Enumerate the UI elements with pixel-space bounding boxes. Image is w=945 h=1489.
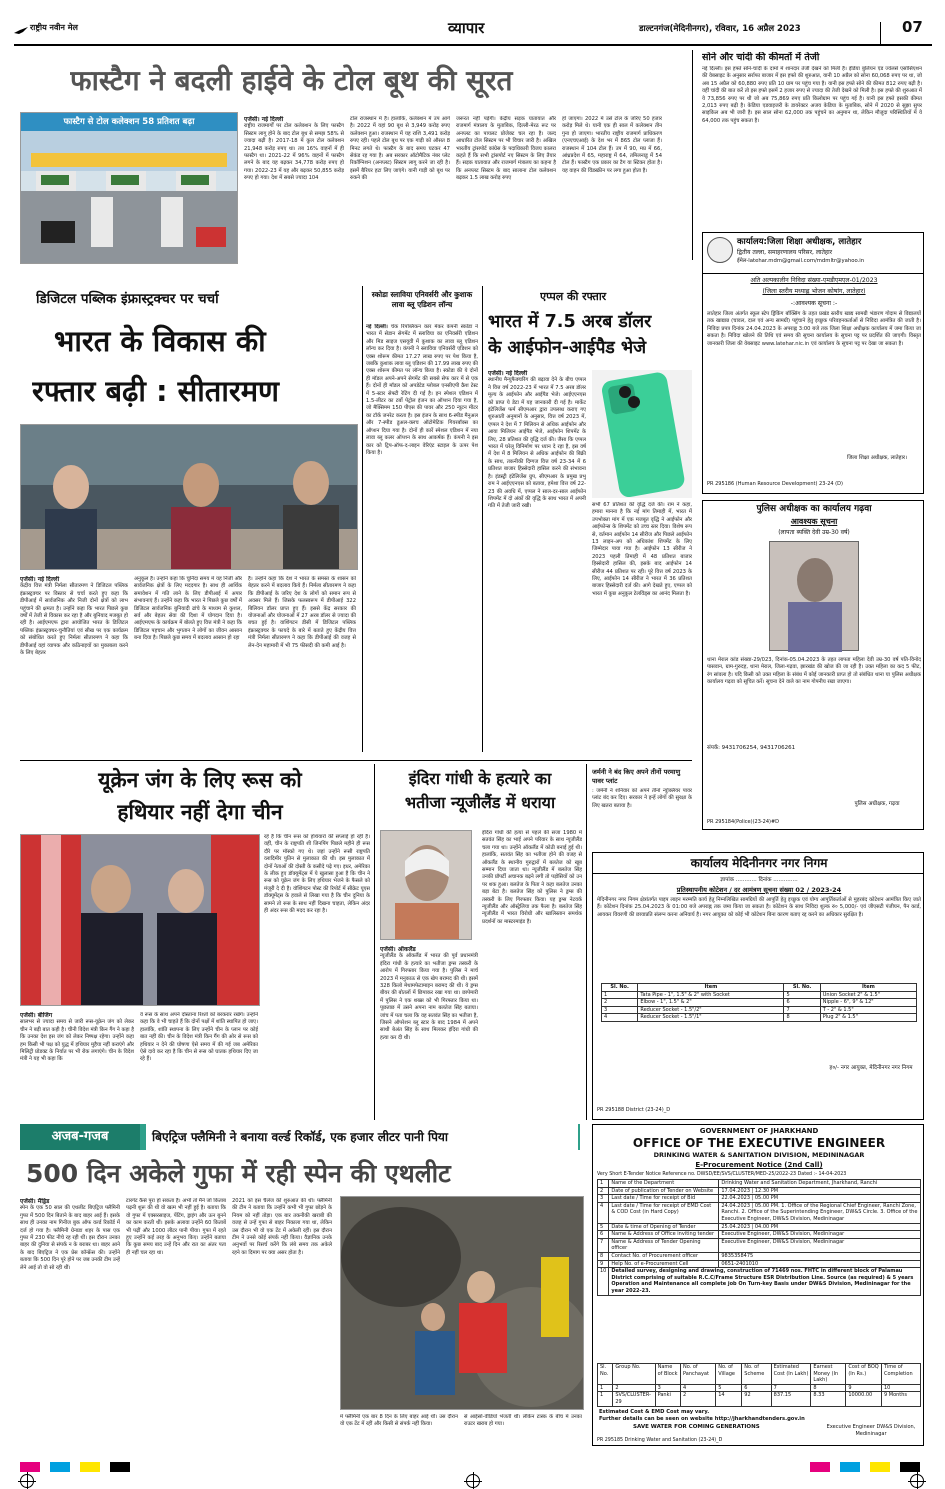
police-ref: PR 295184(Police)(23-24)#D	[707, 819, 780, 825]
jharkhand-ref-line: Very Short E-Tender Notice Reference no. DWSD/EE/SVS/CLUSTER/MED-25/2022-23 Dated :- 14-04-2023	[597, 1172, 847, 1177]
education-office-title: कार्यालय:जिला शिक्षा अधीक्षक, लातेहार	[737, 237, 862, 247]
apple-col2: सभी 67 प्रतिशत की वृद्धि दर्ज की। राम ने कहा, हमारा मानना है कि नई मांग तिमाही में, भारत में उपभोक्ता मांग में एक मजबूत वृद्धि ने आईफोन और आईफोन्स के शिपमेंट को उच्च स्तर दिया। विशेष रूप से, वर्तमान आईफोन 14 सीरीज और पिछले आईफोन 13 लाइन-अप को अधिकांश शिपमेंट के लिए जिम्मेदार पाया गया है। आईफोन 13 सीरीज ने 2023 पहली तिमाही में 48 प्रतिशत बाजार हिस्सेदारी हासिल की, इसके बाद आईफोन 14 सीरीज 44 प्रतिशत पर रही। पूरे वित्त वर्ष 2023 के लिए, आईफोन 14 सीरीज ने भारत में 36 प्रतिशत बाजार हिस्सेदारी दर्ज की। आगे देखते हुए, एप्पल को भारत में कुछ अनुकूल टेलविंड्स का आनंद मिलता है।	[592, 502, 692, 597]
germany-body: : जर्मनी ने शनिवार को अपने तीनों न्यूक्लियर पावर प्लांट बंद कर दिए। सरकार ने इन्हें लोगों की सुरक्षा के लिए खतरा बताया है।	[592, 788, 692, 809]
indira-photo	[380, 830, 472, 940]
jharkhand-govt: GOVERNMENT OF JHARKHAND	[699, 1127, 819, 1135]
table-row: 1 SVS/CLUSTER-29 Panki 2 14 92 837.15 8.33 10000.00 9 Months	[598, 1392, 921, 1406]
education-address: द्वितीय तल्ला, समाहरणालय परिसर, लातेहार	[737, 249, 833, 256]
education-ad	[702, 232, 924, 494]
masthead-divider	[880, 22, 881, 44]
fastag-col1: एजेंसी। नई दिल्ली राष्ट्रीय राजमार्गों पर टोल कलेक्शन के लिए फास्टैग सिस्टम लागू होने के बाद टोल बूथ से समझ 58% से ज्यादा बढ़ी है। 2017-18 में कुल टोल कलेक्शन 21,948 करोड़ रुपए था। तब 16% वाहनों में ही फास्टैग था। 2021-22 में 96% वाहनों में फास्टैग लगने के बाद यह बढ़कर 34,778 करोड़ रुपए हो गया। 2022-23 में यह और बढ़कर 50,855 करोड़ रुपए हो गया। देश में सबसे ज्यादा 104	[244, 116, 344, 182]
iphone-photo	[592, 370, 692, 498]
table-row: 1 Tata Pipe - 1", 1.5" & 2" with Socket 5 Union Socket 2" & 1.5"	[602, 991, 917, 999]
fastag-col4: हो जाएगा। 2022 में उसे टोल के जरिए 50 हजार करोड़ मिले थे। यानी एक ही साल में कलेक्शन तीन गुना हो जाएगा। भारतीय राष्ट्रीय राजमार्ग प्राधिकरण (एनएचएआई) के देश भर में 865 टोल प्लाजा हैं। राजस्थान में 104 टोल हैं। उप में 90, मप्र में 66, आंध्रप्रदेश में 65, महाराष्ट्र में 64, तमिलनाडु में 54 टोल हैं। फास्टैग एक प्रकार का टैग या स्टिकर होता है। यह वाहन की विंडस्क्रीन पर लगा हुआ होता है।	[562, 116, 662, 174]
cave-col4: में फ्लैमिनी एक बार 8 दिन के लिए बाहर आई थीं। उस दौरान वो एक टेंट में रहीं और किसी से संपर्क नहीं किया।	[340, 1414, 458, 1428]
emblem-icon	[707, 237, 733, 263]
police-office-title: पुलिस अधीक्षक का कार्यालय गढ़वा	[756, 504, 872, 514]
table-head: Item	[820, 984, 916, 992]
table-row: 1 2 3 4 5 6 7 8 9 10	[598, 1384, 921, 1392]
table-row: 9 Help No. of e-Procurement Cell 0651-2401010	[598, 1260, 921, 1268]
municipal-signature: ह०/- नगर आयुक्त, मेदिनीनगर नगर निगम	[829, 1065, 913, 1071]
municipal-notice-no: प्रतिस्थापनीय कोटेशन / दर आमंत्रण सूचना संख्या 02 / 2023-24	[676, 886, 842, 894]
section-name: व्यापार	[448, 19, 485, 37]
municipal-items-table	[601, 983, 917, 1022]
ukraine-headline-1: यूक्रेन जंग के लिए रूस को	[98, 768, 302, 792]
table-row: 6 Name & Address of Office inviting tender Executive Engineer, DW&S Division, Medininagar	[598, 1231, 921, 1239]
masthead-rule	[14, 44, 932, 46]
cave-headline: 500 दिन अकेले गुफा में रही स्पेन की एथलीट	[26, 1159, 451, 1188]
jharkhand-office: OFFICE OF THE EXECUTIVE ENGINEER	[632, 1136, 886, 1150]
paper-name: राष्ट्रीय नवीन मेल	[30, 23, 78, 32]
edition-date: डाल्टनगंज(मेदिनीनगर), रविवार, 16 अप्रैल 2023	[639, 24, 801, 34]
ukraine-col3: रहे हैं कि चीन रूस को हथियारों की सप्लाई हो रही है। वहीं, चीन के राष्ट्रपति शी जिनपिंग पिछले महीने ही रूस दौरे पर मॉस्को गए थे। जहां उन्होंने रूसी राष्ट्रपति व्लादिमीर पुतिन से मुलाकात की थी। इस मुलाकात में दोनों नेताओं की दोस्ती के कसीदे पढ़े गए। इधर, अमेरिका के लीक हुए डॉक्यूमेंट्स में ये खुलासा हुआ है कि चीन ने रूस को यूक्रेन जंग के लिए हथियार भेजने के फैसले को मंजूरी दे दी है। वॉशिंगटन पोस्ट की रिपोर्ट में सीक्रेट यूएस डॉक्यूमेंट्स के हवाले से लिखा गया है कि चीन दुनिया के सामने तो रूस के साथ नहीं दिखना चाहता, लेकिन अंदर ही अंदर रूस की मदद कर रहा है।	[264, 834, 370, 915]
sitharaman-headline-1: भारत के विकास की	[54, 324, 266, 358]
table-row: 1 Name of the Department Drinking Water and Sanitation Department, Jharkhand, Ranchi	[598, 1180, 921, 1188]
table-head: Item	[638, 984, 784, 992]
sitharaman-photo	[20, 424, 358, 570]
apple-col1: एजेंसी। नई दिल्ली स्थानीय मैन्युफैक्चरिंग की बढ़ावा देने के बीच एप्पल ने वित्त वर्ष 2022-23 में भारत में 7.5 अरब डॉलर मूल्य के आईफोन और आईपैड भेजे। आईएएनएस को प्राप्त ये डेटा में यह जानकारी दी गई है। मार्केट इंटेलिजेंस फर्म सीएमआर द्वारा उपलब्ध कराए गए शुरुआती अनुमानों के अनुसार, वित्त वर्ष 2023 में, एप्पल ने देश में 7 मिलियन से अधिक आईफोन और आया मिलियन आईपैड भेजे, आईफोन शिपमेंट के लिए, 28 प्रतिशत की वृद्धि दर्ज की। जैसा कि एप्पल भारत में घरेलू विनिर्माण पर ध्यान दे रहा है, इस वर्ष में देश में 8 मिलियन से अधिक आईफोन की बिक्री के साथ, तकनीकी दिग्गज वित्त वर्ष 23-34 में 6 प्रतिशत बाजार हिस्सेदारी हासिल करने की संभावना है। इंडस्ट्री इंटेलिजेंस ग्रुप, सीएमआर के प्रमुख प्रभु राम ने आईएएनएस को बताया, हमेशा वित्त वर्ष 22-23 की अवधि में, एप्पल ने साल-दर-साल आईफोन शिपमेंट में दो अंकों की वृद्धि के साथ भारत में अपनी गति में तेजी जारी रखी।	[488, 370, 586, 510]
ajab-gajab-banner	[20, 1124, 580, 1150]
table-row: 7 Name & Address of Tender Opening officer Executive Engineer, DW&S Division, Medininagar	[598, 1238, 921, 1252]
jharkhand-dept: DRINKING WATER & SANITATION DIVISION, MEDININAGAR	[653, 1151, 865, 1159]
banner-text: बिएट्रिज फ्लैमिनी ने बनाया वर्ल्ड रिकॉर्ड, एक हजार लीटर पानी पिया	[146, 1124, 578, 1150]
cave-col2: टारगेट कैसे पूरा हो सकता है। अभी तो मैंने जो किताब पढ़नी शुरू की थी वो खत्म भी नहीं हुई है। बताया कि वो गुफा में एक्सरसाइज, पेंटिंग, ड्राइंग और ऊन बुनने का काम करती थीं। इसके अलावा उन्होंने 60 किताबें भी पढ़ीं और 1000 लीटर पानी पीया। गुफा में रहते हुए उन्होंने कई तरह के अनुभव किए। उन्होंने बताया कि कुछ समय बाद उन्हें दिन और रात का अंतर पता ही नहीं चल रहा था।	[126, 1198, 226, 1256]
indira-col2: इंदिरा गांधी की हत्या से पहले की सजा 1980 में सतवंत सिंह का भाई अपने परिवार के साथ न्यूजीलैंड चला गया था। उन्होंने ऑकलैंड में कोठी बनाई हुई थी। हालांकि, सतवंत सिंह का भतीजा होने की वजह से ऑकलैंड के स्थानीय गुरुद्वारों में बलतेज को खूब सम्मान दिया जाता था। न्यूजीलैंड में बलतेज सिंह उनकी प्रॉपर्टी अचानक बढ़ने लगी तो पड़ोसियों को उन पर शक हुआ। बलतेज के पिता ने कहा बलतेज उनका बड़ा बेटा है। बलतेज सिंह को पुलिस ने ड्रग्स की तस्करी के लिए गिरफ्तार किया। यह ड्रग्स नेटवर्क न्यूजीलैंड और ऑस्ट्रेलिया तक फैला है। बलतेज सिंह न्यूजीलैंड में भारत विरोधी और खालिस्तान समर्थक प्रदर्शनों का मास्टरमाइंड है।	[482, 830, 582, 925]
cave-col5: से आईसो-वीडियो भेजती थीं। लेकिन टास्क के बीच में उनका राउटर खराब हो गया।	[464, 1414, 582, 1428]
jharkhand-details-table	[597, 1179, 921, 1296]
police-body: थाना मेराल कांड संख्या-29/023, दिनांक-05.04.2023 के तहत लापता महिला देवी उम्र-30 वर्ष पति-विनोद पासवान, ग्राम-गुरुदह, थाना मेराल, जिला-गढ़वा, झारखंड की खोज की जा रही है। उक्त महिला का कद 5 फीट, रंग सांवला है। यदि किसी को उक्त महिला के संबंध में कोई जानकारी प्राप्त हो तो संबंधित थाना या पुलिस अधीक्षक कार्यालय गढ़वा को सूचित करें। सूचना देने वाले का नाम गोपनीय रखा जाएगा।	[707, 657, 921, 686]
ukraine-headline-2: हथियार नहीं देगा चीन	[117, 800, 283, 824]
xi-putin-photo	[20, 834, 260, 1006]
table-row: 10 Detailed survey, designing and drawing, construction of 71469 nos. FHTC in different block of Palamau District comprising of suitable R.C.C/Frame Structure ESR Distribution Line. Source (as required) & 5 years Operation and Maintenance all complete job On Turn-key Basis under DW&S Division, Medininagar for the year 2022-23.	[598, 1268, 921, 1295]
apple-kicker: एप्पल की रफ्तार	[540, 290, 607, 303]
jharkhand-footer-2[interactable]: Further details can be seen on website http://jharkhandtenders.gov.in	[599, 1416, 805, 1422]
germany-headline: जर्मनी ने बंद किए अपने तीनों परमाणु पावर प्लांट	[592, 768, 681, 785]
police-ad	[702, 500, 924, 830]
jharkhand-notice: E-Procurement Notice (2nd Call)	[695, 1161, 823, 1169]
toll-plaza-image	[21, 131, 237, 263]
jharkhand-footer-1: Estimated Cost & EMD Cost may vary.	[599, 1409, 710, 1415]
municipal-office-title: कार्यालय मेदिनीनगर नगर निगम	[690, 856, 828, 870]
table-row: 3 Last date / Time for receipt of Bid 22.04.2023 | 05.00 PM	[598, 1195, 921, 1203]
indira-col1: एजेंसी। ऑकलैंड न्यूजीलैंड के ऑकलैंड में भारत की पूर्व प्रधानमंत्री इंदिरा गांधी के हत्यारे का भतीजा ड्रग्स तस्करी के आरोप में गिरफ्तार किया गया है। पुलिस ने मार्च 2023 में मनुकाऊ से एक खेप बरामद की थी। इसमें 328 किलो मेथामफेटामाइन बरामद की थी। ये ड्रग्स बीयर की बोतलों में छिपाकर रखा गया था। छापेमारी में पुलिस ने एक शख्स को भी गिरफ्तार किया था। पूछताछ में उसने अपना नाम बलतेज सिंह बताया। जांच में पता चला कि वह सतवंत सिंह का भतीजा है, जिसने ऑपरेशन ब्लू स्टार के बाद 1984 में अपने साथी बेअंत सिंह के साथ मिलकर इंदिरा गांधी की हत्या कर दी थी।	[380, 946, 478, 1041]
cave-col3: 2021 को इस चैलेंज की शुरुआत की थी। फ्लैमिनी की टीम ने बताया कि उन्होंने कभी भी गुफा छोड़ने के नियम को नहीं तोड़ा। एक बार तकनीकी खराबी की वजह से उन्हें गुफा से बाहर निकाला गया था, लेकिन उस दौरान भी वो एक टेंट में अकेली रहीं। इस दौरान टीम ने उनसे कोई संपर्क नहीं किया। वैज्ञानिक उनके अनुभवों पर रिसर्च करेंगे कि लंबे समय तक अकेले रहने का दिमाग पर क्या असर होता है।	[232, 1198, 332, 1256]
sitharaman-headline-2: रफ्तार बढ़ी : सीतारमण	[32, 374, 280, 408]
sitharaman-col3: है। उन्होंने कहा कि देश ने भारत के समस्त के शासन को बेहतर करने में बदलाव किये हैं। निर्मला सीतारमण ने कहा कि डीपीआई के जरिए देश के लोगों को समान रूप से अवसर मिले हैं। जिसके फलस्वरूप में डीपीआई 322 बिलियन डॉलर प्राप्त हुए हैं। इससे केंद्र सरकार की योजनाओं और योजनाओं में 27 अरब डॉलर से ज्यादा की बचत हुई है। वाशिंगटन डीसी में डिजिटल पब्लिक इंफ्रास्ट्रक्चर के फायदे के बारे में बताते हुए केंद्रीय वित्त मंत्री निर्मला सीतारमण ने कहा कि डीपीआई की वजह से लेन-देन महामारी में भी 75 फीसदी की कमी आई है।	[248, 576, 356, 649]
skoda-kicker: स्कोडा स्लाविया एनिवर्सरी और कुशाक लावा ब्लू एडिशन लॉन्च	[371, 290, 473, 309]
table-row: 4 Last date / Time for receipt of EMD Cost & COD Cost (in Hard Copy) 24.04.2023 | 05.00 PM. 1. Office of the Regional Chief Engineer, Ranchi Zone, Ranchi. 2. Office of the Superintending Engineer, DW&S Circle. 3. Office of the Executive Engineer, DW&S Division, Medininagar	[598, 1202, 921, 1223]
education-signature: जिला शिक्षा अधीक्षक, लातेहार।	[846, 455, 908, 461]
registration-mark-icon	[20, 1474, 34, 1488]
jharkhand-ad	[592, 1124, 924, 1446]
fastag-photo	[20, 112, 238, 264]
banner-label: अजब-गजब	[20, 1124, 140, 1150]
page-number: 07	[902, 18, 923, 36]
police-missing-name: (लापता ब्यक्ति देवी उम्र-30 वर्ष)	[778, 529, 850, 536]
masthead	[14, 18, 932, 46]
gold-body: नई दिल्ली। इस हफ्ते सोने-चांदी के दामों में शानदार तेजी देखने को मिली है। इंडिया बुलियन एंड ज्वेलर्स एसोसिएशन की वेबसाइट के अनुसार सर्राफा बाजार में इस हफ्ते की शुरुआत, यानी 10 अप्रैल को सोना 60,068 रुपए पर था, जो अब 15 अप्रैल को 60,880 रुपए प्रति 10 ग्राम पर पहुंच गया है। यानी इस हफ्ते सोने की कीमत 812 रुपए बढ़ी है। वहीं चांदी की बात करें तो इस हफ्ते इसमें 2 हजार रुपए से ज्यादा की तेजी देखने को मिली है। इस हफ्ते की शुरुआत में ये 73,856 रुपए पर थी जो अब 75,869 रुपए प्रति किलोग्राम पर पहुंच गई है। यानी इस हफ्ते इसकी कीमत 2,013 रुपए बढ़ी है। केडिया एडवाइजरी के डायरेक्टर अजय केडिया के मुताबिक, सोने में 2020 से सुझा सुपर साइकिल अब भी जारी है। इस साल सोना 62,000 तक पहुंचने का अनुमान था, लेकिन मौजूदा परिस्थितियों में ये 64,000 तक पहुंच सकता है।	[702, 66, 922, 124]
jharkhand-slogan: SAVE WATER FOR COMING GENERATIONS	[633, 1424, 760, 1430]
indira-headline-1: इंदिरा गांधी के हत्यारे का	[408, 769, 552, 788]
police-notice-label: आवश्यक सूचना	[790, 517, 838, 526]
education-notice-label: -:आवश्यक सूचना :-	[790, 300, 838, 307]
apple-headline-1: भारत में 7.5 अरब डॉलर	[488, 312, 652, 332]
fastag-photo-caption: फास्टैग से टोल कलेक्शन 58 प्रतिशत बढ़ा	[21, 113, 237, 131]
right-column-divider	[692, 50, 693, 260]
table-head: Sl. No.	[784, 984, 820, 992]
table-row: 8 Contact No. of Procurement officer 9835358475	[598, 1252, 921, 1260]
table-row: 5 Date & time of Opening of Tender 25.04.2023 | 04.00 PM	[598, 1223, 921, 1231]
table-row: 3 Reducer Socket - 1.5"/2" 7 T - 2" & 1.5"	[602, 1006, 917, 1014]
municipal-body: मेदिनीनगर नगर निगम क्षेत्रांतर्गत पाइप लाइन मरम्मति कार्य हेतु निम्नलिखित सामग्रियों की आपूर्ति हेतु इच्छुक एवं योग्य आपूर्तिकर्ताओं से मुहरबंद कोटेशन आमंत्रित किए जाते हैं। कोटेशन दिनांक 25.04.2023 के 01:00 बजे अपराह्न तक जमा किया जा सकता है। कोटेशन के साथ निविदा शुल्क रु० 5,000/- एवं जीएसटी पंजीयन, पैन कार्ड, आयकर विवरणी की छायाप्रति संलग्न करना अनिवार्य है। नगर आयुक्त को कोई भी कोटेशन बिना कारण बताए रद्द करने का अधिकार सुरक्षित है।	[597, 897, 921, 918]
print-color-bar	[20, 1462, 924, 1472]
municipal-ref: PR 295188 District (23-24)_D	[597, 1107, 671, 1113]
table-row: 4 Reducer Socket - 1.5"/1" 8 Plug 2" & 1.5"	[602, 1014, 917, 1022]
skoda-body: नई दिल्ली। चेक रिपब्लिकन कार मेकर कंपनी स्कोडा ने भारत में सेडान सेगमेंट में स्लाविया का एनिवर्सरी एडिशन और मिड साइज एसयूवी में कुशाक का लावा ब्लू एडिशन लॉन्च कर दिया है। कंपनी ने स्लाविया एनिवर्सरी एडिशन को एक्स शोरूम कीमत 17.27 लाख रुपए पर पेश किया है, जबकि कुशाक लावा ब्लू एडिशन की 17.99 लाख रुपए की एक्स शोरूम कीमत पर लॉन्च किया है। स्कोडा की ये दोनों ही मॉडल अपने-अपने सेगमेंट की सबसे सेफ कार में से एक हैं। दोनों ही मॉडल को अपडेटेड ग्लोबल एनसीएपी क्रैश टेस्ट में 5-स्टार सेफ्टी रेटिंग दी गई है। इन स्पेशल एडिशन में 1.5-लीटर का टर्बो पेट्रोल इंजन का ऑप्शन दिया गया है, जो मैक्सिमम 150 पीएस की पावर और 250 न्यूटन मीटर का टॉर्क जनरेट करता है। इस इंजन के साथ 6-स्पीड मैनुअल और 7-स्पीड डुअल-क्लच ऑटोमेटिक गियरबॉक्स का ऑप्शन दिया गया है। दोनों ही कारें स्पेशल एडिशन में नया लावा ब्लू कलर ऑप्शन के साथ आकर्षक हैं। कंपनी ने इस कार को ट्रिप-ऑफ-द-लाइन वेरिएंट स्टाइल के ऊपर पेश किया है।	[366, 324, 478, 456]
fastag-dateline: एजेंसी। नई दिल्ली	[244, 116, 284, 123]
jharkhand-scheme-table	[597, 1363, 921, 1407]
sitharaman-col1: एजेंसी। नई दिल्ली केंद्रीय वित्त मंत्री निर्मला सीतारमण ने डिजिटल पब्लिक इंफ्रास्ट्रक्चर पर विस्तार से चर्चा करते हुए कहा कि डीपीआई में सार्वजनिक और निजी दोनों क्षेत्रों को लाभ पहुंचाने की क्षमता है। उन्होंने कहा कि भारत पिछले कुछ वर्षों में तेजी से विकास कर रहा है और बुनियाद मजबूत हो रही है। आईएमएफ द्वारा आयोजित भारत के डिजिटल पब्लिक इंफ्रास्ट्रक्चर-चुनौतियां एवं सीख पर एक कार्यक्रम को संबोधित करते हुए निर्मला सीतारमण ने कहा कि डीपीआई वहां व्यापक और कठिनाइयों का मुकाबला करने के लिए बेहतर	[20, 576, 128, 657]
police-signature: पुलिस अधीक्षक, गढ़वा	[854, 801, 900, 807]
police-contact: संपर्क: 9431706254, 9431706261	[707, 745, 796, 751]
municipal-ad	[592, 852, 924, 1120]
fastag-col3: जरूरत नहीं पड़ेगी। केंद्रीय सड़क यातायात और राजमार्ग मंत्रालय के मुताबिक, दिल्ली-मेरठ रूट पर अनप्लट का पायलट प्रोजेक्ट चल रहा है। जल्द आधारित टोल सिस्टम पर भी विचार जारी है। अखिल भारतीय ट्रांसपोर्ट कांग्रेस के पदाधिकारी विजय कालरा कहते हैं कि सभी ट्रांसपोर्ट नए सिस्टम के लिए तैयार हैं। सड़क यातायात और राजमार्ग मंत्रालय का कहना है कि अनप्लट सिस्टम के बाद सालाना टोल कलेक्शन बढ़कर 1.5 लाख करोड़ रुपए	[456, 116, 556, 182]
municipal-ref-line: ज्ञापांक ............ दिनांक ..............	[720, 877, 798, 883]
ukraine-col1: एजेंसी। बीजिंग सालभर से ज्यादा समय से जारी रूस-यूक्रेन जंग को लेकर चीन ने बड़ी बात कही है। चीनी विदेश मंत्री किन गैंग ने कहा है कि उनका देश इस जंग को लेकर निष्पक्ष रहेगा। उन्होंने कहा हम किसी भी पक्ष को युद्ध में हथियार मुहैया नहीं कराएंगे और मिलिट्री प्रोडक्ट के निर्यात पर भी रोक लगाएंगे। चीन के विदेश मंत्री ने यह भी कहा कि	[20, 1012, 134, 1063]
cave-photo	[340, 1196, 584, 1410]
education-notice-no: अति अल्पकालीन निविदा संख्या-एमडीएमएल-01/2023	[750, 277, 878, 284]
registration-mark-icon	[466, 1474, 480, 1488]
fastag-col2: टोल राजस्थान में हैं। हालांकि, कलेक्शन में उप आगे है। 2022 में यहां 90 बूथ से 3,949 करोड़ रुपए कलेक्शन हुआ। राजस्थान में यह राशि 3,491 करोड़ रुपए रही। पहले टोल बूथ पर एक गाड़ी को औसत 8 मिनट लगते थे। फास्टैग के बाद समय घटकर 47 सेकंड रह गया है। अब सरकार ऑटोमैटिक नंबर प्लेट रिकॉग्निशन (अनप्लट) सिस्टम लागू करने जा रही है। इसमें बैरियर हटा लिए जाएंगे। यानी गाड़ी को बूथ पर रुकने की	[350, 116, 450, 182]
ukraine-col2: वे रूस के साथ अपने दोस्ताना रिश्तों को बरकरार रखेंगे। उन्होंने कहा कि वे भी चाहते हैं कि दोनों पक्षों में शांति स्थापित हो जाए। हालांकि, शांति स्थापना के लिए उन्होंने चीन के प्लान पर कोई बात नहीं की। चीन के विदेश मंत्री किन गैंग की ओर से रूस को हथियार न देने की घोषणा ऐसे समय में की गई जब अमेरिका ऐसे दावे कर रहा है कि चीन से रूस को घातक हथियार दिए जा रहे हैं।	[140, 1012, 258, 1063]
fastag-headline: फास्टैग ने बदली हाईवे के टोल बूथ की सूरत	[70, 64, 513, 97]
table-row: Sl. No. Group No. Name of Block No. of Panchayat No. of Village No. of Scheme Estimated Cost (In Lakh) Earnest Money (In Lakh) Cost of BOQ (In Rs.) Time of Completion	[598, 1364, 921, 1385]
missing-person-photo	[769, 541, 859, 651]
table-row: 2 Elbow - 1", 1.5" & 2" 6 Nipple - 6", 9" & 12"	[602, 999, 917, 1007]
education-ref: PR 295186 (Human Resource Development) 23-24 (D)	[707, 481, 843, 487]
registration-mark-icon	[910, 1474, 924, 1488]
sitharaman-col2: अनुकूल है। उन्होंने कहा कि चुनिंदा समय में यह निजी और सार्वजनिक क्षेत्रों के लिए मददगार है। साथ ही आर्थिक समावेशन में गति लाने के लिए डीपीआई में अपार संभावनाएं हैं। उन्होंने कहा कि भारत ने पिछले कुछ वर्षों में डिजिटल सार्वजनिक बुनियादी ढांचे के माध्यम से कुशल, सर्व और बेहतर सेवा की दिशा में योगदान दिया है। आईएमएफ के कार्यक्रम में बोलते हुए वित्त मंत्री ने कहा कि डिजिटल पहचान और भुगतान ने लोगों का जीवन आसान बना दिया है। पिछले कुछ समय में बदलाव आसान हो रहा	[134, 576, 242, 642]
indira-headline-2: भतीजा न्यूजीलैंड में धराया	[404, 793, 556, 812]
table-row: 2 Date of publication of Tender on Website 17.04.2023 | 12.30 PM	[598, 1187, 921, 1195]
apple-headline-2: के आईफोन-आईपैड भेजे	[488, 338, 647, 358]
jharkhand-signature: Executive Engineer DW&S Division, Medininagar	[826, 1424, 916, 1437]
bird-logo-icon	[14, 22, 28, 32]
gold-headline: सोने और चांदी की कीमतों में तेजी	[702, 52, 820, 63]
table-head: Sl. No.	[602, 984, 638, 992]
cave-col1: एजेंसी। मैड्रिड स्पेन के एक 50 साल की एथलीट बिएट्रिज फ्लैमिनी गुफा में 500 दिन बिताने के बाद बाहर आई हैं। इसके साथ ही उनका नाम गिनीज बुक ऑफ वर्ल्ड रिकॉर्ड में दर्ज हो गया है। फ्लैमिनी ग्रेनाडा शहर के पास एक गुफा में 230 फीट नीचे रह रही थीं। इस दौरान उनका बाहर की दुनिया से संपर्क न के बराबर था। बाहर आने के बाद बिएट्रिज ने एक प्रेस कॉन्फ्रेंस की। उन्होंने बताया कि 500 दिन पूरे होने पर जब उनकी टीम उन्हें लेने आई तो वो सो रही थीं।	[20, 1198, 120, 1271]
education-body: लातेहार जिला अंतर्गत स्कूल स्टेप ड्रिंकिंग बॉक्सिंग के तहत प्रखंड स्तरीय खाद्य सामग्री भंडारण गोदाम से विद्यालयों तक खाद्यान्न (चावल, दाल एवं अन्य सामग्री) पहुंचाने हेतु इच्छुक परिवहनकर्ताओं से निविदा आमंत्रित की जाती है। निविदा प्रपत्र दिनांक 24.04.2023 के अपराह्न 3:00 बजे तक जिला शिक्षा अधीक्षक कार्यालय में जमा किया जा सकता है। निविदा खोलने की तिथि एवं समय की सूचना कार्यालय के सूचना पट्ट पर प्रदर्शित की जाएगी। विस्तृत जानकारी जिला की वेबसाइट www.latehar.nic.in एवं कार्यालय के सूचना पट्ट पर देखा जा सकता है।	[707, 311, 921, 347]
education-sub: (जिला स्तरीय मध्याह्न भोजन कोषांग, लातेहार)	[762, 288, 866, 295]
jharkhand-ref: PR 295185 Drinking Water and Sanitation (23-24)_D	[597, 1438, 723, 1443]
sitharaman-kicker: डिजिटल पब्लिक इंफ्रास्ट्रक्चर पर चर्चा	[36, 291, 219, 307]
education-email: ईमेल-latehar.mdm@gmail.com/mdmltr@yahoo.in	[737, 258, 865, 264]
